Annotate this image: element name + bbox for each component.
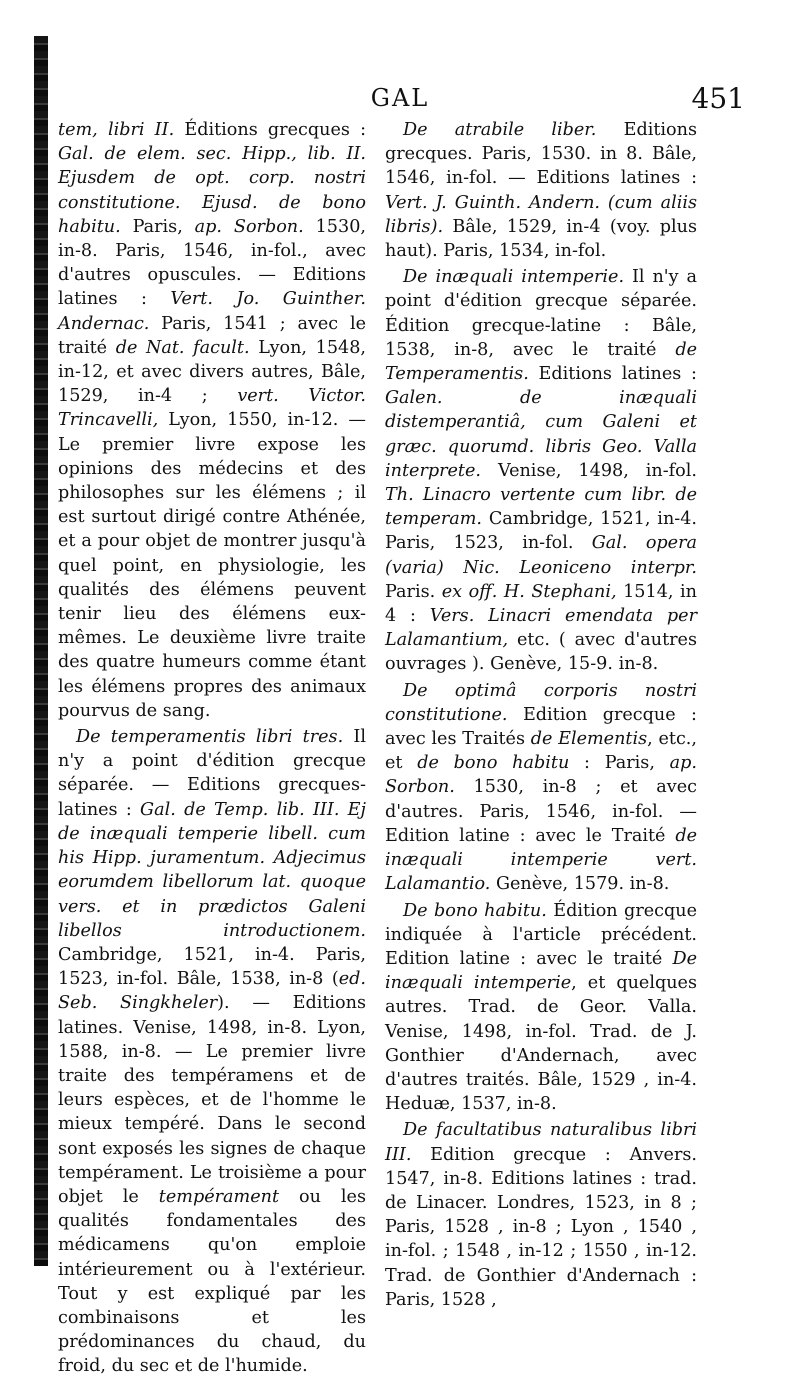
text: Il n'y a point d'édition grecque séparée. Édition grecque-latine : Bâle, 1538, in-8, avec le traité <box>385 267 698 360</box>
text-italic: de Temperamentis. <box>385 339 697 385</box>
text: Edition grecque : avec les Traités <box>385 704 697 750</box>
right-column <box>385 118 697 1312</box>
right-paragraph-bono-habitu <box>385 899 697 1117</box>
text: Cambridge, 1521, in-4. Paris, 1523, in-fol. <box>385 509 697 554</box>
right-paragraph-inaequali <box>385 265 697 676</box>
page-header <box>50 80 750 120</box>
text-italic: ed. Seb. Singkheler <box>58 969 366 1014</box>
entry-title: De facultatibus naturalibus libri III. <box>385 1120 697 1165</box>
text: Paris, <box>132 216 195 237</box>
text: Éditions grecques : <box>174 120 366 140</box>
text-italic: Gal. opera (varia) Nic. Leoniceno interpr. <box>385 533 697 578</box>
text: ). — Editions latines. Venise, 1498, in-8. Lyon, 1588, in-8. — Le premier livre traite des tempéramens et de leurs espèces, et de l'homme le mieux tempéré. Dans le second sont exposés les signes de chaque tempérament. Le troisième a pour objet le <box>58 993 366 1207</box>
running-head: GAL <box>370 84 430 112</box>
text: 1530, in-8 ; et avec d'autres. Paris, 1546, in-fol. — Edition latine : avec le Traité <box>385 777 697 846</box>
text-italic: Vert. J. Guinth. Andern. (cum aliis libris). <box>385 192 697 237</box>
text-italic: Gal. de elem. sec. Hipp., lib. II. Ejusdem de opt. corp. nostri constitutione. Ejusd. de bono habitu. <box>58 144 366 237</box>
text: Editions grecques. Paris, 1530. in 8. Bâle, 1546, in-fol. — Editions latines : <box>385 120 697 189</box>
text-italic: de bono habitu <box>417 753 570 774</box>
entry-title: De inæquali intemperie. <box>403 267 625 288</box>
text-italic: Vert. Jo. Guinther. Andernac. <box>58 289 366 334</box>
text-italic: de Elementis <box>530 729 648 750</box>
text: : Paris, <box>569 753 670 774</box>
right-paragraph-optima <box>385 679 697 897</box>
text-italic: tempérament <box>158 1186 280 1207</box>
text-italic: vert. Victor. Trincavelli, <box>58 386 366 431</box>
text: 1514, in 4 : <box>385 581 697 627</box>
text-italic: tem, libri II. <box>58 120 175 140</box>
text-italic: ap. Sorbon. <box>385 753 698 798</box>
left-column <box>58 118 366 1379</box>
text-italic: Gal. de Temp. lib. III. Ej de inæquali temperie libell. cum his Hipp. juramentum. Adjecimus eorumdem libellorum lat. quoque vers. et in prædictos Galeni libellos introductionem. <box>58 799 366 941</box>
text-italic: ap. Sorbon. <box>194 216 304 237</box>
text: Bâle, 1529, in-4 (voy. plus haut). Paris, 1534, in-fol. <box>385 216 697 262</box>
text-italic: ex off. H. Stephani, <box>441 581 617 602</box>
entry-title: De bono habitu. <box>403 900 547 921</box>
text: Il n'y a point d'édition grecque séparée. — Editions grecques-latines : <box>58 727 366 820</box>
text: Édition grecque indiquée à l'article précédent. Edition latine : avec le traité <box>385 900 698 969</box>
right-paragraph-facultatibus <box>385 1118 697 1312</box>
text: , et quelques autres. Trad. de Geor. Valla. Venise, 1498, in-fol. Trad. de J. Gonthier d'Andernach, avec d'autres traités. Bâle, 1529 , in-4. Heduæ, 1537, in-8. <box>385 973 697 1115</box>
text: Venise, 1498, in-fol. <box>481 460 697 481</box>
text: , etc., et <box>385 729 697 774</box>
text-italic: De inæquali intemperie <box>385 948 697 994</box>
text: Cambridge, 1521, in-4. Paris, 1523, in-fol. Bâle, 1538, in-8 ( <box>58 944 366 990</box>
text: etc. ( avec d'autres ouvrages ). Genève, 15-9. in-8. <box>385 630 697 675</box>
text-italic: de Nat. facult. <box>115 337 250 358</box>
text: Paris. <box>385 581 442 602</box>
entry-title: De atrabile liber. <box>403 120 597 140</box>
text-italic: Th. Linacro vertente cum libr. de temperam. <box>385 485 697 530</box>
text-italic: Galen. de inæquali distemperantiâ, cum Galeni et græc. quorumd. libris Geo. Valla interprete. <box>385 388 697 481</box>
text: ou les qualités fondamentales des médicamens qu'on emploie intérieurement ou à l'extérieur. Tout y est expliqué par les combinaisons et les prédominances du chaud, du froid, du sec et de l'humide. <box>58 1186 366 1377</box>
text-italic: de inæquali intemperie vert. Lalamantio. <box>385 825 697 895</box>
left-paragraph-temperamentis <box>58 725 366 1378</box>
page-number: 451 <box>691 82 745 115</box>
entry-title: De temperamentis libri tres. <box>76 727 344 748</box>
page-binding-edge <box>34 36 48 1266</box>
right-paragraph-atrabile <box>385 118 697 263</box>
text: Lyon, 1548, in-12, et avec divers autres, Bâle, 1529, in-4 ; <box>58 337 366 407</box>
text: Genève, 1579. in-8. <box>490 874 670 895</box>
text: Editions latines : <box>528 364 697 385</box>
text-italic: Vers. Linacri emendata per Lalamantium, <box>385 606 697 651</box>
text: Lyon, 1550, in-12. — Le premier livre expose les opinions des médecins et des philosophes sur les élémens ; il est surtout dirigé contre Athénée, et a pour objet de montrer jusqu'à quel point, en physiologie, les qualités des élémens peuvent tenir lieu des élémens eux-mêmes. Le deuxième livre traite des quatre humeurs comme étant les élémens propres des animaux pourvus de sang. <box>58 410 366 721</box>
text: Edition grecque : Anvers. 1547, in-8. Editions latines : trad. de Linacer. Londres, 1523, in 8 ; Paris, 1528 , in-8 ; Lyon , 1540 , in-fol. ; 1548 , in-12 ; 1550 , in-12. Trad. de Gonthier d'Andernach : Paris, 1528 , <box>385 1144 697 1310</box>
text: Paris, 1541 ; avec le traité <box>58 313 366 358</box>
entry-title: De optimâ corporis nostri constitutione. <box>385 680 697 725</box>
text: 1530, in-8. Paris, 1546, in-fol., avec d'autres opuscules. — Editions latines : <box>58 216 366 310</box>
left-paragraph-elements <box>58 118 366 723</box>
